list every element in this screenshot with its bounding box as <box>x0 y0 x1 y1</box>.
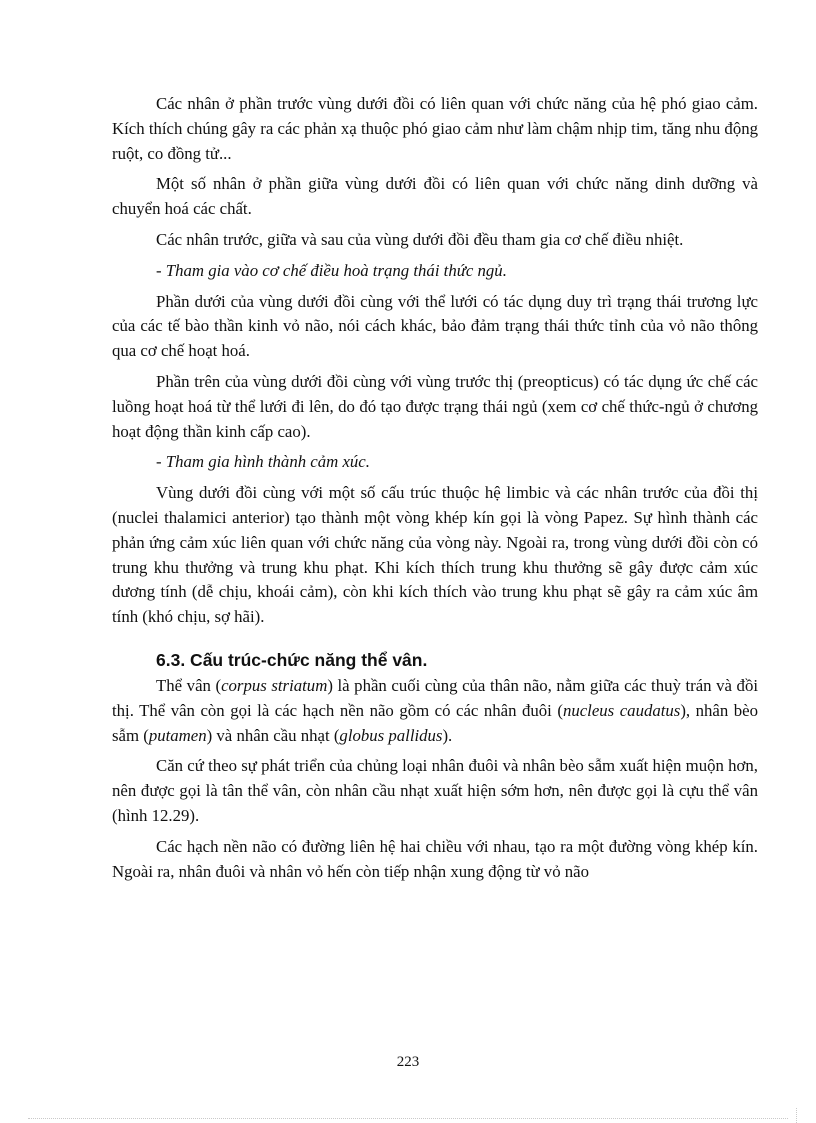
bullet-emotion: - Tham gia hình thành cảm xúc. <box>156 452 370 472</box>
bullet-sleep-wake: - Tham gia vào cơ chế điều hoà trạng thái thức ngủ. <box>156 260 507 280</box>
paragraph-nutrition: Một số nhân ở phần giữa vùng dưới đồi có liên quan với chức năng dinh dưỡng và chuyển hoá các chất. <box>112 174 758 219</box>
latin-term: nucleus caudatus <box>562 700 681 720</box>
paragraph-parasympathetic: Các nhân ở phần trước vùng dưới đồi có liên quan với chức năng của hệ phó giao cảm. Kích thích chúng gây ra các phản xạ thuộc phó giao cảm như làm chậm nhịp tim, tăng nhu động ruột, co đồng tử... <box>112 94 758 163</box>
footer-divider <box>28 1118 788 1119</box>
text-run: ). <box>442 725 453 745</box>
latin-term: globus pallidus <box>339 725 443 745</box>
text-run: ) và nhân cầu nhạt ( <box>206 725 340 745</box>
text-run: ) là phần cuối cùng của thân não, nằm giữa các thuỳ trán và đồi thị. Thể vân còn gọi là các hạch nền não gồm có các nhân đuôi ( <box>112 675 758 720</box>
paragraph-neo-paleo-striatum: Căn cứ theo sự phát triển của chủng loại nhân đuôi và nhân bèo sẫm xuất hiện muộn hơn, nên được gọi là tân thể vân, còn nhân cầu nhạt xuất hiện sớm hơn, nên được gọi là cựu thể vân (hình 12.29). <box>112 756 758 825</box>
text-run: Thể vân ( <box>156 675 222 695</box>
text-run: ), nhân bèo sẫm ( <box>112 700 758 745</box>
latin-term: putamen <box>148 725 207 745</box>
page-body <box>112 92 758 890</box>
paragraph-thermoregulation: Các nhân trước, giữa và sau của vùng dưới đồi đều tham gia cơ chế điều nhiệt. <box>156 229 684 249</box>
paragraph-papez-circuit: Vùng dưới đồi cùng với một số cấu trúc thuộc hệ limbic và các nhân trước của đồi thị (nuclei thalamici anterior) tạo thành một vòng khép kín gọi là vòng Papez. Sự hình thành các phản ứng cảm xúc liên quan với chức năng của vòng này. Ngoài ra, trong vùng dưới đồi còn có trung khu thưởng và trung khu phạt. Khi kích thích trung khu thưởng sẽ gây được cảm xúc dương tính (dễ chịu, khoái cảm), còn khi kích thích vào trung khu phạt sẽ gây ra cảm xúc âm tính (khó chịu, sợ hãi). <box>112 483 758 627</box>
section-heading: 6.3. Cấu trúc-chức năng thể vân. <box>156 649 428 670</box>
corner-mark <box>796 1108 798 1123</box>
latin-term: corpus striatum <box>221 675 328 695</box>
page-number: 223 <box>396 1054 420 1070</box>
paragraph-basal-ganglia: Các hạch nền não có đường liên hệ hai chiều với nhau, tạo ra một đường vòng khép kín. Ngoài ra, nhân đuôi và nhân vỏ hến còn tiếp nhận xung động từ vỏ não <box>112 836 758 881</box>
paragraph-arousal: Phần dưới của vùng dưới đồi cùng với thể lưới có tác dụng duy trì trạng thái trương lực của các tế bào thần kinh vỏ não, nói cách khác, bảo đảm trạng thái thức tỉnh của vỏ não thông qua cơ chế hoạt hoá. <box>112 291 758 361</box>
paragraph-corpus-striatum <box>112 674 758 748</box>
paragraph-sleep: Phần trên của vùng dưới đồi cùng với vùng trước thị (preopticus) có tác dụng ức chế các luồng hoạt hoá từ thể lưới đi lên, do đó tạo được trạng thái ngủ (xem cơ chế thức-ngủ ở chương hoạt động thần kinh cấp cao). <box>112 371 758 441</box>
